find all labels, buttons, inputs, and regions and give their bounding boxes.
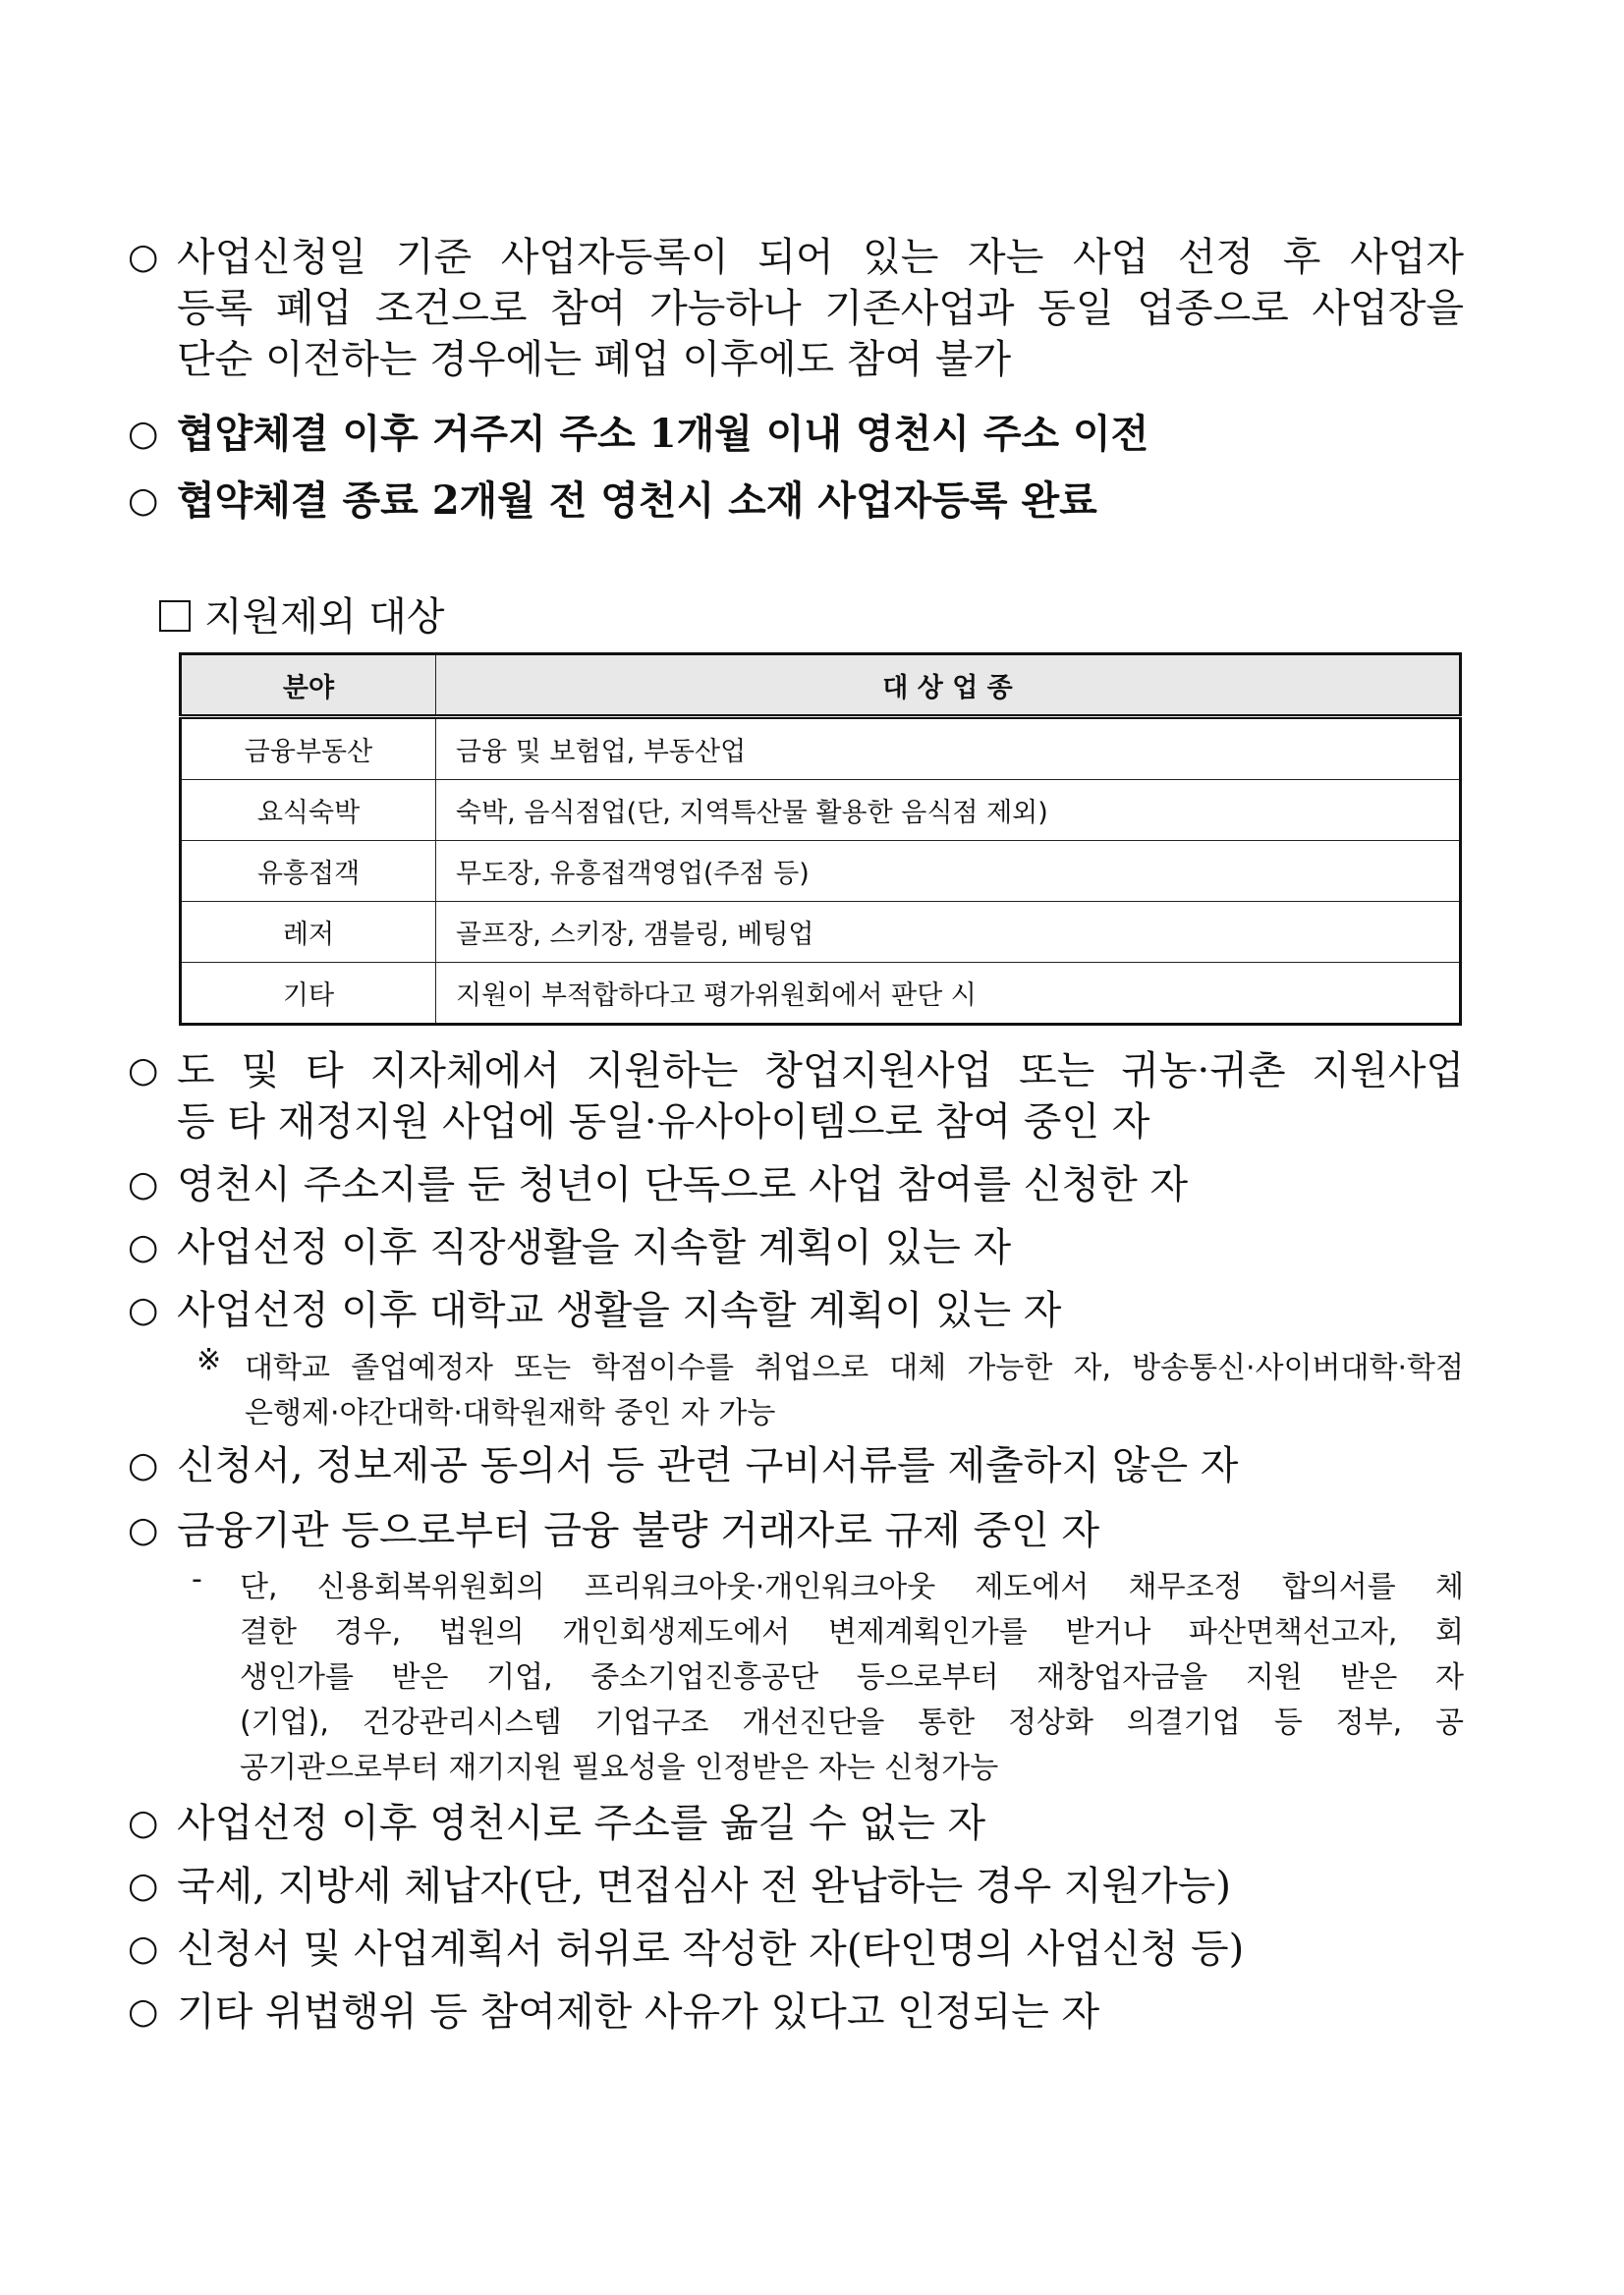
text-line: 단, 신용회복위원회의 프리워크아웃·개인워크아웃 제도에서 채무조정 합의서를 체 — [240, 1570, 1464, 1604]
bullet-circle: ○ — [128, 237, 159, 277]
exclusion-item — [128, 1927, 1464, 1981]
table-header-row — [181, 654, 1461, 717]
bullet-circle: ○ — [128, 1929, 159, 1969]
exclusion-table — [179, 652, 1462, 1026]
category-cell: 금융부동산 — [181, 717, 436, 780]
bullet-circle: ○ — [128, 1164, 159, 1204]
text-line: 기타 위법행위 등 참여제한 사유가 있다고 인정되는 자 — [177, 1989, 1100, 2035]
text-line: 공기관으로부터 재기지원 필요성을 인정받은 자는 신청가능 — [240, 1751, 999, 1785]
bullet-circle: ○ — [128, 1290, 159, 1330]
table-row — [181, 902, 1461, 963]
text-line: 은행제·야간대학·대학원재학 중인 자 가능 — [245, 1396, 776, 1430]
exclusion-item — [128, 1048, 1464, 1153]
header-category: 분야 — [181, 654, 436, 717]
section-title: 지원제외 대상 — [204, 594, 445, 640]
category-cell: 기타 — [181, 963, 436, 1025]
industry-cell: 지원이 부적합하다고 평가위원회에서 판단 시 — [436, 963, 1461, 1025]
category-cell: 요식숙박 — [181, 780, 436, 841]
industry-cell: 숙박, 음식점업(단, 지역특산물 활용한 음식점 제외) — [436, 780, 1461, 841]
text-line: 생인가를 받은 기업, 중소기업진흥공단 등으로부터 재창업자금을 지원 받은 자 — [240, 1660, 1464, 1695]
bullet-circle: ○ — [128, 1227, 159, 1267]
bullet-circle: ○ — [128, 414, 159, 454]
exclusion-item — [128, 1162, 1464, 1216]
text-line: 협얍체결 이후 거주지 주소 1개월 이내 영천시 주소 이전 — [177, 411, 1149, 457]
reference-mark: ※ — [196, 1343, 222, 1377]
exclusion-item — [128, 1225, 1464, 1279]
condition-item-registration-complete — [128, 477, 1464, 532]
condition-item-business-registration — [128, 235, 1464, 391]
bullet-circle: ○ — [128, 480, 159, 521]
exclusion-item — [128, 1989, 1464, 2043]
text-line: 신청서, 정보제공 동의서 등 관련 구비서류를 제출하지 않은 자 — [177, 1443, 1239, 1488]
exclusion-item — [128, 1864, 1464, 1918]
table-row — [181, 717, 1461, 780]
table-row — [181, 780, 1461, 841]
bullet-circle: ○ — [128, 1050, 159, 1091]
exclusion-item — [128, 1508, 1464, 1562]
category-cell: 레저 — [181, 902, 436, 963]
bullet-circle: ○ — [128, 1510, 159, 1550]
industry-cell: 금융 및 보험업, 부동산업 — [436, 717, 1461, 780]
bullet-circle: ○ — [128, 1991, 159, 2032]
table-row — [181, 841, 1461, 902]
exclusion-item — [128, 1801, 1464, 1855]
text-line: 도 및 타 지자체에서 지원하는 창업지원사업 또는 귀농·귀촌 지원사업 — [177, 1048, 1464, 1093]
industry-cell: 골프장, 스키장, 갬블링, 베팅업 — [436, 902, 1461, 963]
text-line: 등록 폐업 조건으로 참여 가능하나 기존사업과 동일 업종으로 사업장을 — [177, 286, 1464, 331]
note-remark — [196, 1343, 1464, 1433]
bullet-circle: ○ — [128, 1803, 159, 1843]
text-line: 등 타 재정지원 사업에 동일·유사아이템으로 참여 중인 자 — [177, 1099, 1150, 1145]
text-line: 사업선정 이후 영천시로 주소를 옮길 수 없는 자 — [177, 1801, 986, 1846]
text-line: 단순 이전하는 경우에는 폐업 이후에도 참여 불가 — [177, 337, 1012, 382]
bullet-circle: ○ — [128, 1445, 159, 1485]
section-heading — [159, 586, 445, 642]
text-line: 사업선정 이후 직장생활을 지속할 계획이 있는 자 — [177, 1225, 1012, 1270]
text-line: 사업선정 이후 대학교 생활을 지속할 계획이 있는 자 — [177, 1288, 1062, 1333]
dash-mark: - — [192, 1562, 202, 1596]
bullet-circle: ○ — [128, 1866, 159, 1906]
text-line: 금융기관 등으로부터 금융 불량 거래자로 규제 중인 자 — [177, 1508, 1100, 1553]
text-line: 신청서 및 사업계획서 허위로 작성한 자(타인명의 사업신청 등) — [177, 1927, 1245, 1972]
category-cell: 유흥접객 — [181, 841, 436, 902]
industry-cell: 무도장, 유흥접객영업(주점 등) — [436, 841, 1461, 902]
exclusion-item — [128, 1443, 1464, 1497]
text-line: (기업), 건강관리시스템 기업구조 개선진단을 통한 정상화 의결기업 등 정부, 공 — [240, 1706, 1464, 1740]
text-line: 영천시 주소지를 둔 청년이 단독으로 사업 참여를 신청한 자 — [177, 1162, 1189, 1207]
note-exception — [192, 1562, 1464, 1788]
exclusion-item — [128, 1288, 1464, 1342]
condition-item-address-transfer — [128, 411, 1464, 466]
text-line: 사업신청일 기준 사업자등록이 되어 있는 자는 사업 선정 후 사업자 — [177, 235, 1464, 280]
checkbox-square-icon — [159, 600, 191, 632]
text-line: 결한 경우, 법원의 개인회생제도에서 변제계획인가를 받거나 파산면책선고자, 회 — [240, 1615, 1464, 1650]
table-row — [181, 963, 1461, 1025]
text-line: 협약체결 종료 2개월 전 영천시 소재 사업자등록 완료 — [177, 477, 1097, 524]
text-line: 대학교 졸업예정자 또는 학점이수를 취업으로 대체 가능한 자, 방송통신·사이버대학·학점 — [245, 1351, 1464, 1385]
header-industry: 대 상 업 종 — [436, 654, 1461, 717]
text-line: 국세, 지방세 체납자(단, 면접심사 전 완납하는 경우 지원가능) — [177, 1864, 1232, 1909]
